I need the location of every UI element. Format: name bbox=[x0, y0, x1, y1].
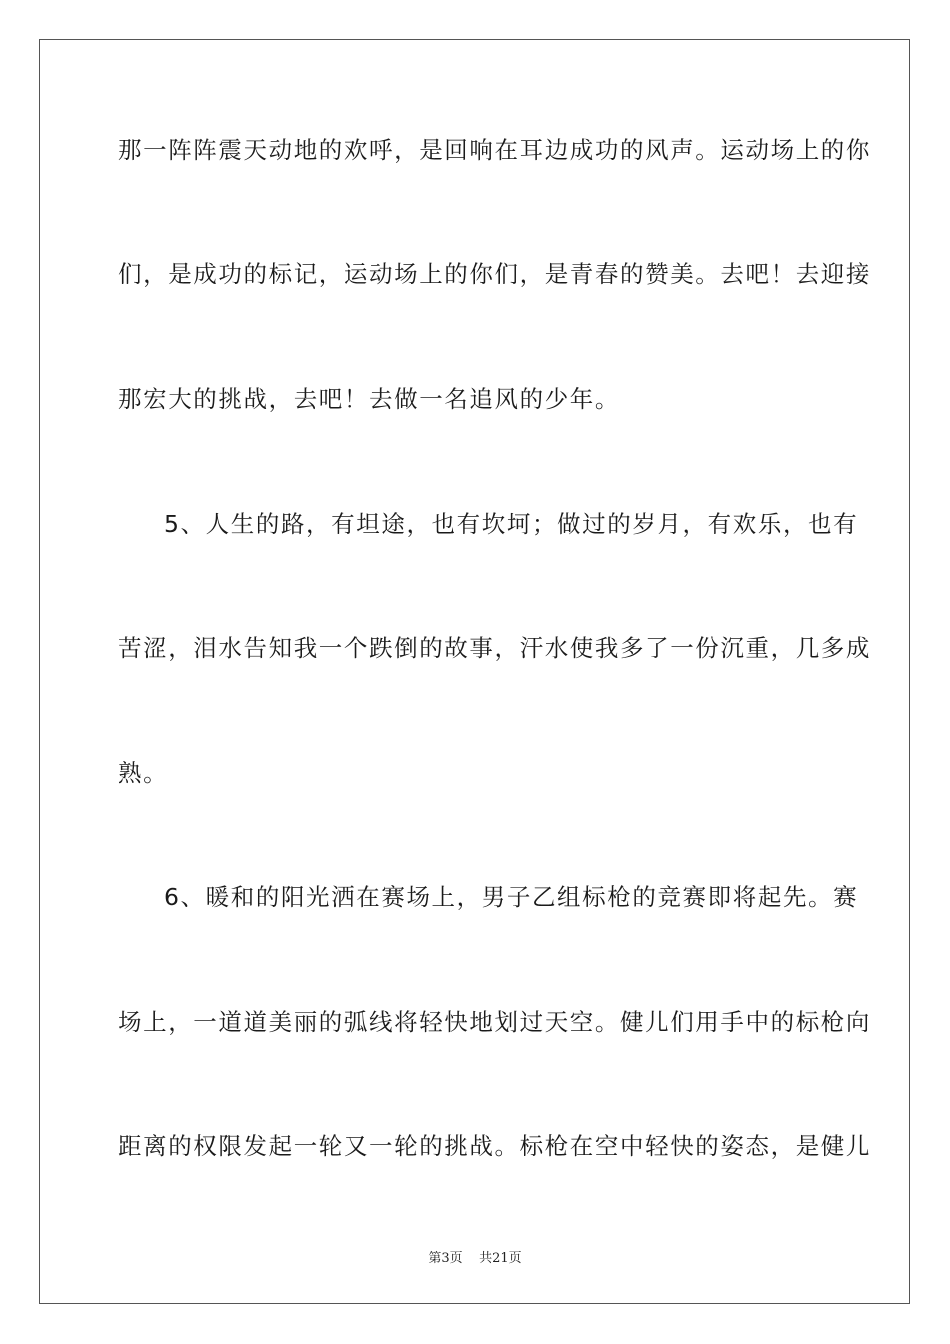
text-line-5: 苦涩，泪水告知我一个跌倒的故事，汗水使我多了一份沉重，几多成 bbox=[118, 634, 871, 662]
text-line-8: 场上，一道道美丽的弧线将轻快地划过天空。健儿们用手中的标枪向 bbox=[118, 1008, 871, 1036]
text-line-4-paragraph-start: 5、人生的路，有坦途，也有坎坷；做过的岁月，有欢乐，也有 bbox=[164, 510, 859, 538]
text-line-1: 那一阵阵震天动地的欢呼，是回响在耳边成功的风声。运动场上的你 bbox=[118, 136, 871, 164]
text-line-7-paragraph-start: 6、暖和的阳光洒在赛场上，男子乙组标枪的竞赛即将起先。赛 bbox=[164, 883, 859, 911]
page-number-current: 第3页 bbox=[428, 1251, 463, 1266]
page-number-total: 共21页 bbox=[479, 1251, 522, 1266]
text-line-9: 距离的权限发起一轮又一轮的挑战。标枪在空中轻快的姿态，是健儿 bbox=[118, 1132, 871, 1160]
text-line-2: 们，是成功的标记，运动场上的你们，是青春的赞美。去吧！去迎接 bbox=[118, 260, 871, 288]
page-footer bbox=[0, 1247, 950, 1266]
text-line-3: 那宏大的挑战，去吧！去做一名追风的少年。 bbox=[118, 385, 620, 413]
page-border bbox=[39, 39, 910, 1304]
text-line-6: 熟。 bbox=[118, 759, 169, 787]
